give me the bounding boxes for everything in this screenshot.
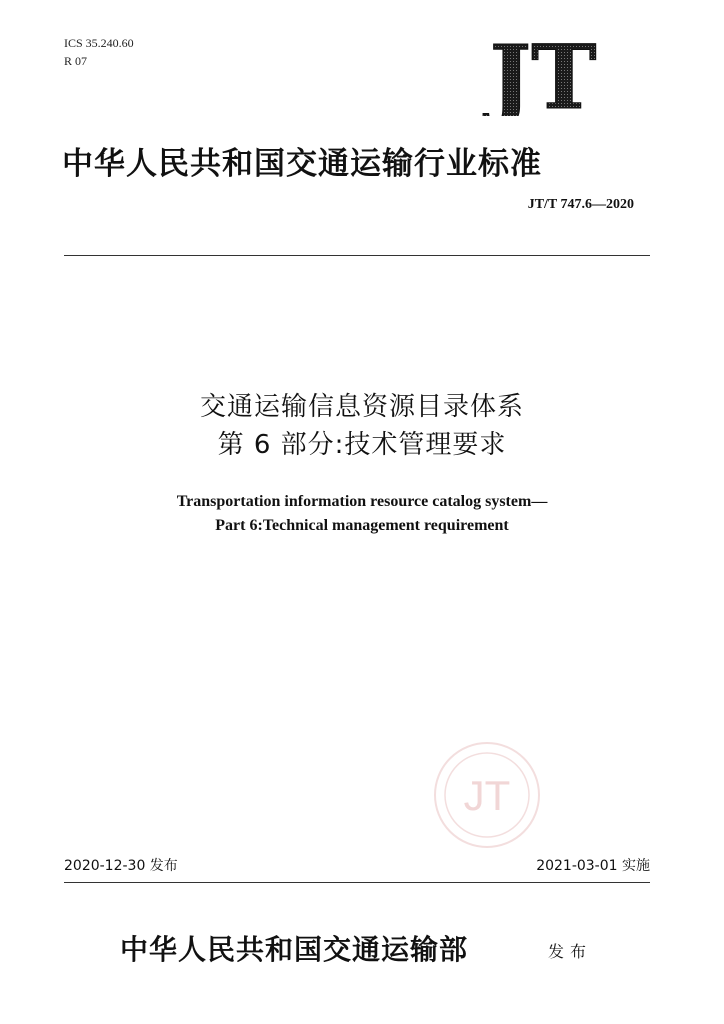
jt-watermark-icon	[432, 740, 542, 854]
logo-text: JT	[489, 36, 597, 116]
divider-bottom	[64, 882, 650, 883]
english-title-line1: Transportation information resource catalog system—	[176, 493, 548, 510]
chinese-title	[0, 388, 724, 464]
standard-category-title: 中华人民共和国交通运输行业标准	[62, 146, 542, 182]
effective-date: 2021-03-01 实施	[536, 858, 650, 874]
english-title	[0, 490, 724, 538]
chinese-title-line1: 交通运输信息资源目录体系	[199, 392, 524, 422]
watermark-text: JT	[463, 772, 511, 819]
standard-number: JT/T 747.6—2020	[527, 197, 634, 212]
jt-logo-icon	[470, 36, 616, 120]
issue-date: 2020-12-30 发布	[64, 858, 178, 874]
divider-top	[64, 255, 650, 256]
issuing-ministry: 中华人民共和国交通运输部	[120, 933, 469, 966]
r-code: R 07	[64, 54, 88, 68]
publish-label: 发布	[548, 942, 593, 961]
chinese-title-line2: 第 6 部分:技术管理要求	[217, 430, 507, 460]
classification-codes	[64, 34, 134, 70]
ics-code: ICS 35.240.60	[64, 36, 134, 50]
english-title-line2: Part 6:Technical management requirement	[215, 517, 509, 534]
